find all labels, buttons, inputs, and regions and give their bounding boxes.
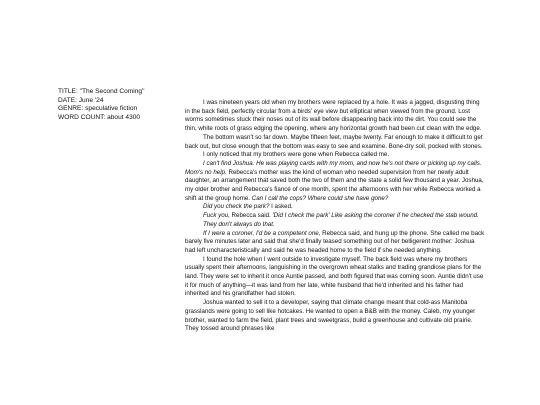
manuscript-header (58, 88, 144, 122)
story-body (185, 99, 485, 334)
paragraph (185, 203, 485, 212)
paragraph: I was nineteen years old when my brothers were replaced by a hole. It was a jagged, disgusting thing in the back field, perfectly circular from a birds' eye view but elliptical when viewed from the ground. Lost worms sometimes stuck their noses out of its wall before disappearing back into the dirt. You could see the thin, white roots of grass edging the opening, where any horizontal growth had been cut clean with the edge. (185, 99, 482, 133)
paragraph (185, 212, 485, 221)
paragraph (185, 230, 485, 256)
narration: Rebecca said. (229, 212, 273, 220)
date-line: DATE: June '24 (58, 96, 104, 104)
paragraph: I found the hole when I went outside to investigate myself. The back field was where my brothers usually spent their afternoons, languishing in the overgrown wheat stalks and trading grandiose plans for the land. They were set to inherit it once Auntie passed, and both figured that was coming soon. Auntie didn't use it for much of anything—it was land from her late, white husband that he'd inherited and his father had inherited and his grandfather had stolen. (185, 255, 484, 298)
dialogue-italic: I can't find Joshua. He was playing cards with my mom, and now he's not there or picking up my calls. Mom's no help. (185, 159, 482, 176)
dialogue-italic: 'Did I check the park' Like asking the coroner if he checked the stab wound. (272, 212, 479, 220)
narration: Rebecca's mother was the kind of woman who needed supervision from her newly adult daughter, an arrangement that saved both the two of them and the state a solid few thousand a year. Joshua, my older brother and Rebecca's fiancé of one month, spent the afternoons with her while Rebecca worked a shift at the group home. (185, 168, 484, 202)
paragraph: Joshua wanted to sell it to a developer, saying that climate change meant that cold-ass Manitoba grasslands were going to sell like hotcakes. He wanted to open a B&B with the money. Caleb, my younger brother, wanted to farm the field, plant trees and sweetgrass, build a greenhouse and cultivate old prairie. They tossed around phrases like (185, 299, 476, 333)
title-line: TITLE: "The Second Coming" (58, 88, 145, 95)
dialogue-italic: Can I call the cops? Where could she have gone? (251, 194, 389, 202)
paragraph: The bottom wasn't so far down. Maybe fifteen feet, maybe twenty. Far enough to make it difficult to get back out, but close enough that the bottom was easy to see and examine. Bone-dry soil, pocked with stones. (185, 133, 483, 150)
paragraph: They don't always do that. (203, 220, 275, 228)
narration: Rebecca said, and hung up the phone. She called me back barely five minutes later and said that she'd finally teased something out of her belligerent mother: Joshua had left uncharacteristically and said he was headed home to the field if she needed anything. (185, 229, 485, 254)
paragraph (185, 160, 485, 204)
narration: I asked. (269, 203, 293, 211)
genre-line: GENRE: speculative fiction (58, 105, 138, 112)
word-count-line: WORD COUNT: about 4300 (58, 113, 141, 121)
paragraph: I only noticed that my brothers were gone when Rebecca called me. (203, 151, 390, 159)
dialogue-italic: Fuck you, (203, 212, 230, 220)
dialogue-italic: Did you check the park? (203, 203, 270, 211)
dialogue-italic: If I were a coroner, I'd be a competent one, (203, 229, 321, 237)
